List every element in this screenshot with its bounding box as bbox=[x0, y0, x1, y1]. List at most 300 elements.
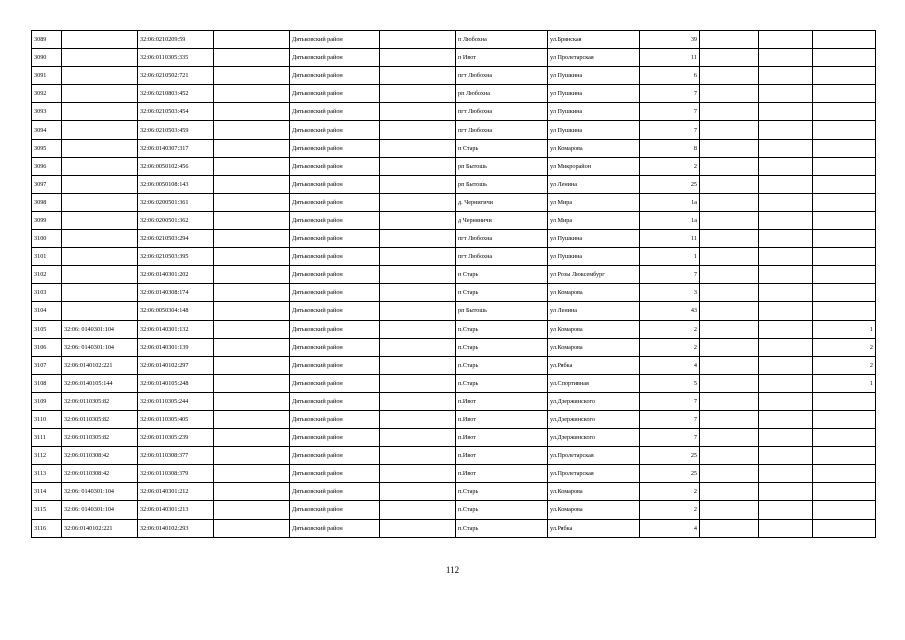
empty-cell bbox=[380, 211, 456, 229]
parent-cadastral-number-cell bbox=[62, 49, 138, 67]
parent-cadastral-number-cell: 32:06:0110305:82 bbox=[62, 392, 138, 410]
empty-cell bbox=[700, 248, 759, 266]
settlement-cell: п Любохна bbox=[456, 31, 548, 49]
empty-cell bbox=[700, 121, 759, 139]
street-cell: ул Пушкина bbox=[548, 230, 640, 248]
district-cell: Дятьковский район bbox=[290, 374, 380, 392]
street-cell: ул.Комарова bbox=[548, 338, 640, 356]
extra-number-cell bbox=[813, 284, 876, 302]
cadastral-number-cell: 32:06:0210209:59 bbox=[138, 31, 214, 49]
empty-cell bbox=[380, 193, 456, 211]
empty-cell bbox=[380, 139, 456, 157]
parent-cadastral-number-cell bbox=[62, 139, 138, 157]
house-number-cell: 4 bbox=[640, 519, 700, 537]
table-row bbox=[32, 103, 876, 121]
extra-number-cell bbox=[813, 248, 876, 266]
district-cell: Дятьковский район bbox=[290, 320, 380, 338]
parent-cadastral-number-cell: 32:06: 0140301:104 bbox=[62, 320, 138, 338]
empty-cell bbox=[700, 320, 759, 338]
parent-cadastral-number-cell bbox=[62, 85, 138, 103]
empty-cell bbox=[214, 284, 290, 302]
table-row bbox=[32, 392, 876, 410]
parent-cadastral-number-cell: 32:06:0110305:82 bbox=[62, 429, 138, 447]
cadastral-number-cell: 32:06:0140102:293 bbox=[138, 519, 214, 537]
house-number-cell: 2 bbox=[640, 483, 700, 501]
parent-cadastral-number-cell bbox=[62, 284, 138, 302]
cadastral-number-cell: 32:06:0140301:139 bbox=[138, 338, 214, 356]
house-number-cell: 11 bbox=[640, 230, 700, 248]
house-number-cell: 1 bbox=[640, 248, 700, 266]
table-row bbox=[32, 501, 876, 519]
district-cell: Дятьковский район bbox=[290, 157, 380, 175]
row-number-cell: 3114 bbox=[32, 483, 62, 501]
empty-cell bbox=[700, 374, 759, 392]
empty-cell bbox=[214, 447, 290, 465]
district-cell: Дятьковский район bbox=[290, 356, 380, 374]
empty-cell bbox=[759, 483, 813, 501]
empty-cell bbox=[700, 175, 759, 193]
parent-cadastral-number-cell: 32:06:0140102:221 bbox=[62, 519, 138, 537]
house-number-cell: 2 bbox=[640, 338, 700, 356]
empty-cell bbox=[214, 519, 290, 537]
extra-number-cell bbox=[813, 465, 876, 483]
cadastral-number-cell: 32:06:0140307:317 bbox=[138, 139, 214, 157]
district-cell: Дятьковский район bbox=[290, 501, 380, 519]
district-cell: Дятьковский район bbox=[290, 121, 380, 139]
empty-cell bbox=[759, 139, 813, 157]
district-cell: Дятьковский район bbox=[290, 193, 380, 211]
row-number-cell: 3108 bbox=[32, 374, 62, 392]
empty-cell bbox=[214, 302, 290, 320]
street-cell: ул Комарова bbox=[548, 284, 640, 302]
empty-cell bbox=[214, 67, 290, 85]
district-cell: Дятьковский район bbox=[290, 31, 380, 49]
empty-cell bbox=[214, 410, 290, 428]
empty-cell bbox=[759, 429, 813, 447]
empty-cell bbox=[759, 103, 813, 121]
extra-number-cell bbox=[813, 519, 876, 537]
row-number-cell: 3103 bbox=[32, 284, 62, 302]
district-cell: Дятьковский район bbox=[290, 447, 380, 465]
street-cell: ул Пушкина bbox=[548, 85, 640, 103]
empty-cell bbox=[214, 85, 290, 103]
row-number-cell: 3093 bbox=[32, 103, 62, 121]
street-cell: ул Пушкина bbox=[548, 103, 640, 121]
settlement-cell: пгт Любохна bbox=[456, 121, 548, 139]
street-cell: ул Микрорайон bbox=[548, 157, 640, 175]
row-number-cell: 3096 bbox=[32, 157, 62, 175]
extra-number-cell bbox=[813, 85, 876, 103]
district-cell: Дятьковский район bbox=[290, 248, 380, 266]
extra-number-cell bbox=[813, 266, 876, 284]
empty-cell bbox=[759, 49, 813, 67]
row-number-cell: 3110 bbox=[32, 410, 62, 428]
cadastral-number-cell: 32:06:0050102:456 bbox=[138, 157, 214, 175]
empty-cell bbox=[214, 175, 290, 193]
street-cell: ул Комарова bbox=[548, 320, 640, 338]
empty-cell bbox=[759, 374, 813, 392]
settlement-cell: пгт Любохна bbox=[456, 230, 548, 248]
empty-cell bbox=[214, 103, 290, 121]
house-number-cell: 43 bbox=[640, 302, 700, 320]
empty-cell bbox=[700, 392, 759, 410]
street-cell: ул.Рябка bbox=[548, 356, 640, 374]
empty-cell bbox=[759, 211, 813, 229]
parent-cadastral-number-cell bbox=[62, 121, 138, 139]
cadastral-number-cell: 32:06:0200501:361 bbox=[138, 193, 214, 211]
settlement-cell: пгт Любохна bbox=[456, 248, 548, 266]
district-cell: Дятьковский район bbox=[290, 175, 380, 193]
empty-cell bbox=[700, 157, 759, 175]
empty-cell bbox=[759, 501, 813, 519]
extra-number-cell bbox=[813, 139, 876, 157]
row-number-cell: 3116 bbox=[32, 519, 62, 537]
district-cell: Дятьковский район bbox=[290, 49, 380, 67]
empty-cell bbox=[759, 157, 813, 175]
table-row bbox=[32, 230, 876, 248]
empty-cell bbox=[700, 103, 759, 121]
table-row bbox=[32, 338, 876, 356]
empty-cell bbox=[380, 374, 456, 392]
extra-number-cell bbox=[813, 31, 876, 49]
row-number-cell: 3111 bbox=[32, 429, 62, 447]
empty-cell bbox=[380, 356, 456, 374]
empty-cell bbox=[214, 266, 290, 284]
extra-number-cell bbox=[813, 429, 876, 447]
house-number-cell: 1а bbox=[640, 211, 700, 229]
settlement-cell: п Ивот bbox=[456, 49, 548, 67]
empty-cell bbox=[380, 338, 456, 356]
street-cell: ул Розы Люксембург bbox=[548, 266, 640, 284]
street-cell: ул Мира bbox=[548, 193, 640, 211]
empty-cell bbox=[214, 193, 290, 211]
street-cell: ул.Спортивная bbox=[548, 374, 640, 392]
street-cell: ул Пролетарская bbox=[548, 49, 640, 67]
empty-cell bbox=[380, 230, 456, 248]
district-cell: Дятьковский район bbox=[290, 230, 380, 248]
house-number-cell: 2 bbox=[640, 501, 700, 519]
cadastral-number-cell: 32:06:0110305:239 bbox=[138, 429, 214, 447]
house-number-cell: 4 bbox=[640, 356, 700, 374]
empty-cell bbox=[759, 85, 813, 103]
district-cell: Дятьковский район bbox=[290, 211, 380, 229]
page-number: 112 bbox=[445, 565, 460, 575]
extra-number-cell: 2 bbox=[813, 338, 876, 356]
settlement-cell: п.Старь bbox=[456, 320, 548, 338]
house-number-cell: 25 bbox=[640, 447, 700, 465]
empty-cell bbox=[700, 230, 759, 248]
row-number-cell: 3092 bbox=[32, 85, 62, 103]
house-number-cell: 7 bbox=[640, 410, 700, 428]
empty-cell bbox=[759, 392, 813, 410]
street-cell: ул.Комарова bbox=[548, 483, 640, 501]
settlement-cell: пгт Любохна bbox=[456, 67, 548, 85]
settlement-cell: рп Бытошь bbox=[456, 175, 548, 193]
empty-cell bbox=[214, 121, 290, 139]
parent-cadastral-number-cell: 32:06: 0140301:104 bbox=[62, 338, 138, 356]
empty-cell bbox=[214, 465, 290, 483]
parent-cadastral-number-cell bbox=[62, 211, 138, 229]
row-number-cell: 3104 bbox=[32, 302, 62, 320]
district-cell: Дятьковский район bbox=[290, 465, 380, 483]
cadastral-number-cell: 32:06:0200501:362 bbox=[138, 211, 214, 229]
settlement-cell: п.Старь bbox=[456, 483, 548, 501]
district-cell: Дятьковский район bbox=[290, 67, 380, 85]
settlement-cell: п Старь bbox=[456, 266, 548, 284]
empty-cell bbox=[214, 501, 290, 519]
district-cell: Дятьковский район bbox=[290, 103, 380, 121]
row-number-cell: 3097 bbox=[32, 175, 62, 193]
table-row bbox=[32, 284, 876, 302]
cadastral-number-cell: 32:06:0110305:335 bbox=[138, 49, 214, 67]
extra-number-cell bbox=[813, 483, 876, 501]
extra-number-cell bbox=[813, 157, 876, 175]
empty-cell bbox=[759, 465, 813, 483]
table-row bbox=[32, 157, 876, 175]
extra-number-cell bbox=[813, 121, 876, 139]
table-row bbox=[32, 320, 876, 338]
table-row bbox=[32, 85, 876, 103]
cadastral-number-cell: 32:06:0140308:174 bbox=[138, 284, 214, 302]
settlement-cell: п.Ивот bbox=[456, 465, 548, 483]
cadastral-number-cell: 32:06:0210502:721 bbox=[138, 67, 214, 85]
parent-cadastral-number-cell: 32:06:0110305:82 bbox=[62, 410, 138, 428]
empty-cell bbox=[759, 31, 813, 49]
table-row bbox=[32, 374, 876, 392]
empty-cell bbox=[380, 501, 456, 519]
street-cell: ул.Рябка bbox=[548, 519, 640, 537]
empty-cell bbox=[214, 230, 290, 248]
empty-cell bbox=[759, 519, 813, 537]
empty-cell bbox=[700, 284, 759, 302]
parent-cadastral-number-cell bbox=[62, 266, 138, 284]
parent-cadastral-number-cell: 32:06:0140105:144 bbox=[62, 374, 138, 392]
row-number-cell: 3098 bbox=[32, 193, 62, 211]
empty-cell bbox=[380, 157, 456, 175]
parent-cadastral-number-cell bbox=[62, 31, 138, 49]
cadastral-number-cell: 32:06:0110308:379 bbox=[138, 465, 214, 483]
house-number-cell: 6 bbox=[640, 67, 700, 85]
district-cell: Дятьковский район bbox=[290, 302, 380, 320]
empty-cell bbox=[380, 103, 456, 121]
house-number-cell: 3 bbox=[640, 284, 700, 302]
empty-cell bbox=[380, 465, 456, 483]
street-cell: ул.Брянская bbox=[548, 31, 640, 49]
house-number-cell: 11 bbox=[640, 49, 700, 67]
settlement-cell: п Старь bbox=[456, 139, 548, 157]
parent-cadastral-number-cell bbox=[62, 67, 138, 85]
row-number-cell: 3094 bbox=[32, 121, 62, 139]
empty-cell bbox=[214, 139, 290, 157]
empty-cell bbox=[214, 211, 290, 229]
extra-number-cell: 1 bbox=[813, 374, 876, 392]
cadastral-number-cell: 32:06:0050108:143 bbox=[138, 175, 214, 193]
row-number-cell: 3090 bbox=[32, 49, 62, 67]
empty-cell bbox=[380, 248, 456, 266]
row-number-cell: 3109 bbox=[32, 392, 62, 410]
empty-cell bbox=[380, 67, 456, 85]
table-row bbox=[32, 49, 876, 67]
district-cell: Дятьковский район bbox=[290, 284, 380, 302]
house-number-cell: 7 bbox=[640, 121, 700, 139]
parent-cadastral-number-cell: 32:06:0110308:42 bbox=[62, 465, 138, 483]
table-row bbox=[32, 483, 876, 501]
cadastral-number-cell: 32:06:0140301:202 bbox=[138, 266, 214, 284]
parent-cadastral-number-cell bbox=[62, 248, 138, 266]
extra-number-cell bbox=[813, 103, 876, 121]
parent-cadastral-number-cell bbox=[62, 175, 138, 193]
table-row bbox=[32, 67, 876, 85]
settlement-cell: д. Чернигичи bbox=[456, 193, 548, 211]
street-cell: ул Пушкина bbox=[548, 67, 640, 85]
empty-cell bbox=[380, 429, 456, 447]
empty-cell bbox=[214, 483, 290, 501]
empty-cell bbox=[214, 392, 290, 410]
house-number-cell: 1а bbox=[640, 193, 700, 211]
parent-cadastral-number-cell bbox=[62, 157, 138, 175]
empty-cell bbox=[759, 266, 813, 284]
extra-number-cell bbox=[813, 230, 876, 248]
settlement-cell: п.Ивот bbox=[456, 429, 548, 447]
empty-cell bbox=[700, 211, 759, 229]
cadastral-number-cell: 32:06:0210503:459 bbox=[138, 121, 214, 139]
empty-cell bbox=[759, 284, 813, 302]
house-number-cell: 7 bbox=[640, 392, 700, 410]
table-row bbox=[32, 139, 876, 157]
parent-cadastral-number-cell bbox=[62, 230, 138, 248]
house-number-cell: 2 bbox=[640, 157, 700, 175]
cadastral-number-cell: 32:06:0110305:244 bbox=[138, 392, 214, 410]
empty-cell bbox=[759, 410, 813, 428]
register-table-body bbox=[32, 31, 876, 538]
extra-number-cell bbox=[813, 67, 876, 85]
empty-cell bbox=[700, 483, 759, 501]
register-table bbox=[31, 30, 876, 538]
row-number-cell: 3091 bbox=[32, 67, 62, 85]
house-number-cell: 7 bbox=[640, 103, 700, 121]
house-number-cell: 25 bbox=[640, 465, 700, 483]
extra-number-cell bbox=[813, 193, 876, 211]
district-cell: Дятьковский район bbox=[290, 85, 380, 103]
cadastral-number-cell: 32:06:0210503:294 bbox=[138, 230, 214, 248]
extra-number-cell bbox=[813, 175, 876, 193]
table-row bbox=[32, 410, 876, 428]
empty-cell bbox=[214, 429, 290, 447]
empty-cell bbox=[380, 410, 456, 428]
empty-cell bbox=[700, 356, 759, 374]
settlement-cell: д Черняничи bbox=[456, 211, 548, 229]
empty-cell bbox=[700, 302, 759, 320]
house-number-cell: 39 bbox=[640, 31, 700, 49]
house-number-cell: 25 bbox=[640, 175, 700, 193]
empty-cell bbox=[214, 374, 290, 392]
settlement-cell: п.Старь bbox=[456, 356, 548, 374]
cadastral-number-cell: 32:06:0210503:395 bbox=[138, 248, 214, 266]
settlement-cell: п.Старь bbox=[456, 374, 548, 392]
street-cell: ул.Дзержинского bbox=[548, 429, 640, 447]
settlement-cell: п.Ивот bbox=[456, 410, 548, 428]
empty-cell bbox=[380, 49, 456, 67]
street-cell: ул.Дзержинского bbox=[548, 392, 640, 410]
table-row bbox=[32, 31, 876, 49]
settlement-cell: п.Ивот bbox=[456, 447, 548, 465]
empty-cell bbox=[759, 67, 813, 85]
row-number-cell: 3102 bbox=[32, 266, 62, 284]
table-row bbox=[32, 266, 876, 284]
district-cell: Дятьковский район bbox=[290, 392, 380, 410]
settlement-cell: п Старь bbox=[456, 284, 548, 302]
empty-cell bbox=[759, 248, 813, 266]
parent-cadastral-number-cell bbox=[62, 103, 138, 121]
empty-cell bbox=[700, 266, 759, 284]
empty-cell bbox=[759, 320, 813, 338]
house-number-cell: 8 bbox=[640, 139, 700, 157]
empty-cell bbox=[214, 31, 290, 49]
district-cell: Дятьковский район bbox=[290, 519, 380, 537]
empty-cell bbox=[700, 338, 759, 356]
empty-cell bbox=[700, 465, 759, 483]
extra-number-cell: 1 bbox=[813, 320, 876, 338]
table-row bbox=[32, 175, 876, 193]
cadastral-number-cell: 32:06:0050304:148 bbox=[138, 302, 214, 320]
parent-cadastral-number-cell bbox=[62, 193, 138, 211]
district-cell: Дятьковский район bbox=[290, 266, 380, 284]
street-cell: ул Комарова bbox=[548, 139, 640, 157]
extra-number-cell: 2 bbox=[813, 356, 876, 374]
settlement-cell: п.Старь bbox=[456, 519, 548, 537]
house-number-cell: 5 bbox=[640, 374, 700, 392]
table-row bbox=[32, 519, 876, 537]
empty-cell bbox=[380, 392, 456, 410]
table-row bbox=[32, 465, 876, 483]
empty-cell bbox=[700, 429, 759, 447]
empty-cell bbox=[759, 121, 813, 139]
parent-cadastral-number-cell: 32:06: 0140301:104 bbox=[62, 483, 138, 501]
empty-cell bbox=[380, 483, 456, 501]
cadastral-number-cell: 32:06:0110305:405 bbox=[138, 410, 214, 428]
settlement-cell: рп Бытошь bbox=[456, 302, 548, 320]
row-number-cell: 3107 bbox=[32, 356, 62, 374]
street-cell: ул Ленина bbox=[548, 302, 640, 320]
empty-cell bbox=[759, 356, 813, 374]
empty-cell bbox=[380, 266, 456, 284]
row-number-cell: 3113 bbox=[32, 465, 62, 483]
empty-cell bbox=[700, 410, 759, 428]
street-cell: ул Пушкина bbox=[548, 121, 640, 139]
cadastral-number-cell: 32:06:0140301:213 bbox=[138, 501, 214, 519]
row-number-cell: 3105 bbox=[32, 320, 62, 338]
house-number-cell: 2 bbox=[640, 320, 700, 338]
table-row bbox=[32, 302, 876, 320]
empty-cell bbox=[380, 447, 456, 465]
cadastral-number-cell: 32:06:0140102:297 bbox=[138, 356, 214, 374]
table-row bbox=[32, 356, 876, 374]
extra-number-cell bbox=[813, 410, 876, 428]
empty-cell bbox=[700, 447, 759, 465]
empty-cell bbox=[214, 320, 290, 338]
empty-cell bbox=[380, 519, 456, 537]
empty-cell bbox=[759, 230, 813, 248]
street-cell: ул.Пролетарская bbox=[548, 447, 640, 465]
table-row bbox=[32, 447, 876, 465]
empty-cell bbox=[380, 85, 456, 103]
cadastral-number-cell: 32:06:0140301:212 bbox=[138, 483, 214, 501]
empty-cell bbox=[700, 501, 759, 519]
house-number-cell: 7 bbox=[640, 85, 700, 103]
table-row bbox=[32, 248, 876, 266]
table-row bbox=[32, 121, 876, 139]
table-row bbox=[32, 429, 876, 447]
